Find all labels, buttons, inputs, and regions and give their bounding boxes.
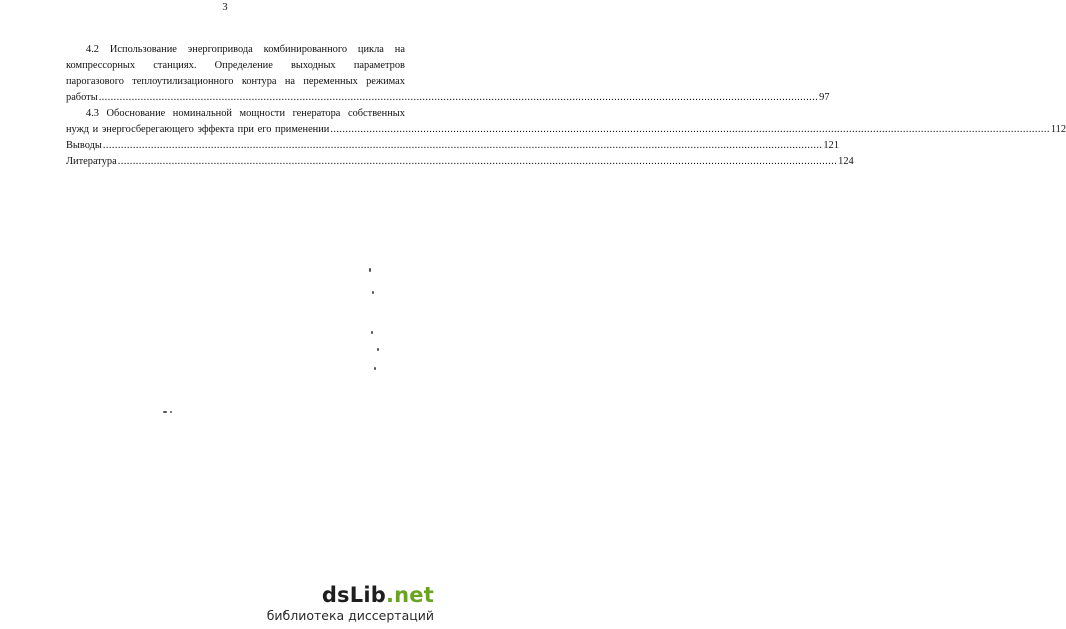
toc-entry-last-line bbox=[66, 154, 854, 170]
toc-entry-title: работы bbox=[66, 92, 98, 103]
toc-entry-4-2 bbox=[66, 42, 830, 106]
toc-entry-literature bbox=[66, 154, 854, 170]
toc-word: генератора bbox=[292, 108, 341, 119]
toc-entry-last-line bbox=[66, 90, 830, 106]
toc-word: Определение bbox=[214, 60, 273, 71]
toc-page-ref: 124 bbox=[838, 156, 854, 167]
toc-word: мощности bbox=[239, 108, 286, 119]
toc-entry-conclusions bbox=[66, 138, 839, 154]
dot-leader: ................................................................................................................................................................................................................................................ bbox=[98, 92, 819, 103]
toc-word: 4.2 bbox=[86, 44, 99, 55]
scan-speck bbox=[372, 291, 374, 294]
toc-entry-title: Выводы bbox=[66, 140, 102, 151]
toc-word: режимах bbox=[366, 76, 405, 87]
scan-speck bbox=[377, 348, 379, 351]
toc-word: номинальной bbox=[172, 108, 232, 119]
dslib-logo: dsLib.net bbox=[321, 583, 434, 607]
table-of-contents bbox=[66, 42, 1066, 170]
scan-speck bbox=[170, 411, 172, 413]
toc-page-ref: 112 bbox=[1050, 124, 1066, 135]
dot-leader: ................................................................................................................................................................................................................................................ bbox=[102, 140, 823, 151]
toc-word: комбинированного bbox=[263, 44, 348, 55]
toc-word: компрессорных bbox=[66, 60, 136, 71]
toc-entry-4-3 bbox=[66, 106, 1066, 138]
toc-word: теплоутилизационного bbox=[132, 76, 234, 87]
toc-word: парогазового bbox=[66, 76, 124, 87]
toc-word: цикла bbox=[357, 44, 384, 55]
toc-word: параметров bbox=[353, 60, 405, 71]
dslib-subtitle: библиотека диссертаций bbox=[266, 608, 434, 623]
toc-entry-last-line bbox=[66, 122, 1066, 138]
toc-entry-line bbox=[66, 74, 405, 90]
toc-entry-last-line bbox=[66, 138, 839, 154]
toc-entry-title: нужд и энергосберегающего эффекта при его применении bbox=[66, 124, 330, 135]
toc-entry-title: Литература bbox=[66, 156, 117, 167]
scan-speck bbox=[369, 268, 371, 272]
toc-word: на bbox=[284, 76, 296, 87]
dot-leader: ................................................................................................................................................................................................................................................ bbox=[330, 124, 1050, 135]
toc-page-ref: 121 bbox=[823, 140, 839, 151]
toc-word: переменных bbox=[303, 76, 358, 87]
toc-word: энергопривода bbox=[187, 44, 253, 55]
scan-speck bbox=[371, 331, 373, 334]
dot-leader: ................................................................................................................................................................................................................................................ bbox=[117, 156, 838, 167]
scan-speck bbox=[163, 411, 167, 413]
toc-word: собственных bbox=[347, 108, 405, 119]
toc-word: 4.3 bbox=[86, 108, 99, 119]
toc-word: выходных bbox=[291, 60, 336, 71]
page-number: 3 bbox=[222, 2, 228, 13]
toc-word: станциях. bbox=[153, 60, 197, 71]
toc-word: Использование bbox=[109, 44, 177, 55]
toc-word: контура bbox=[241, 76, 277, 87]
dslib-watermark bbox=[266, 583, 442, 623]
toc-entry-line bbox=[66, 106, 405, 122]
toc-page-ref: 97 bbox=[819, 92, 830, 103]
toc-entry-line bbox=[66, 58, 405, 74]
toc-entry-line bbox=[66, 42, 405, 58]
toc-word: Обоснование bbox=[106, 108, 166, 119]
scan-speck bbox=[374, 367, 376, 370]
toc-word: на bbox=[394, 44, 405, 55]
